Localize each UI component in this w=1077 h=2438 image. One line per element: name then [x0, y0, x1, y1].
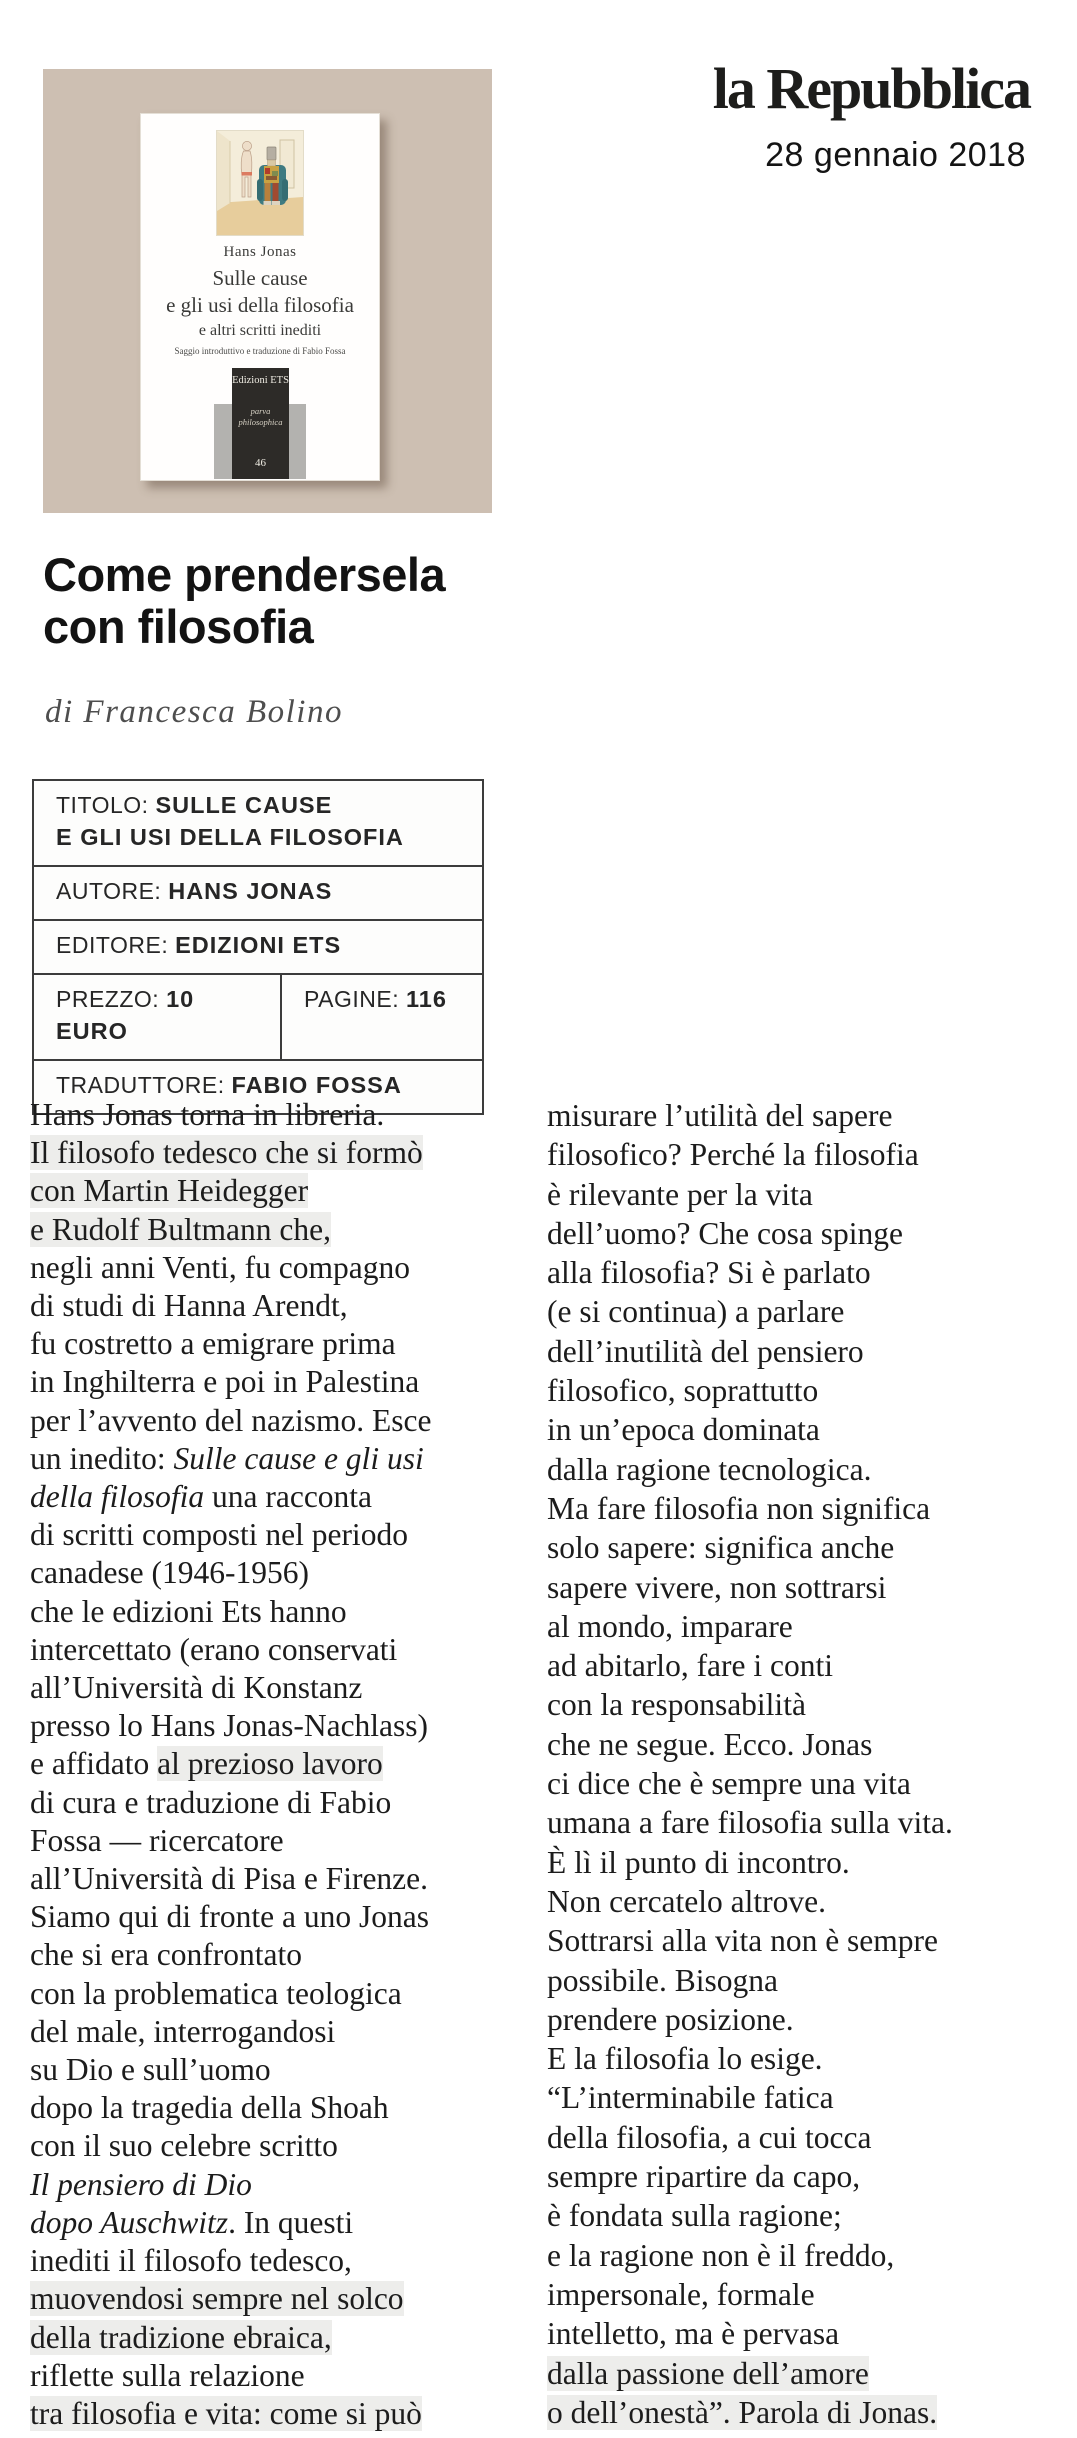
article-line: dopo la tragedia della Shoah	[30, 2090, 389, 2126]
article-line: È lì il punto di incontro.	[547, 1844, 850, 1880]
article-line: fu costretto a emigrare prima	[30, 1326, 396, 1362]
info-table-row	[34, 865, 482, 919]
article-line: impersonale, formale	[547, 2276, 815, 2312]
article-line: della filosofia una racconta	[30, 1479, 373, 1515]
headline-line2: con filosofia	[43, 600, 314, 653]
cover-series-name	[232, 406, 289, 428]
article-line: all’Università di Konstanz	[30, 1670, 363, 1706]
article-line: misurare l’utilità del sapere	[547, 1098, 893, 1133]
cover-author: Hans Jonas	[223, 244, 297, 260]
article-line: Fossa — ricercatore	[30, 1822, 284, 1858]
article-line: Sottrarsi alla vita non è sempre	[547, 1923, 939, 1959]
article-line: canadese (1946-1956)	[30, 1555, 310, 1591]
article-line: sempre ripartire da capo,	[547, 2159, 861, 2195]
article-line: solo sapere: significa anche	[547, 1530, 895, 1566]
info-value: 116	[406, 986, 447, 1012]
article-line: e affidato al prezioso lavoro	[30, 1746, 383, 1782]
cover-translator-note: Saggio introduttivo e traduzione di Fabio Fossa	[174, 346, 346, 356]
cover-black-band	[232, 368, 289, 479]
article-line: all’Università di Pisa e Firenze.	[30, 1861, 429, 1897]
info-label: PAGINE:	[304, 986, 406, 1012]
cover-subtitle: e altri scritti inediti	[198, 322, 322, 339]
article-line: dell’uomo? Che cosa spinge	[547, 1215, 904, 1251]
issue-date: 28 gennaio 2018	[765, 136, 1026, 174]
info-table-cell	[280, 975, 482, 1059]
article-line: o dell’onestà”. Parola di Jonas.	[547, 2394, 938, 2430]
info-value: HANS JONAS	[168, 878, 333, 904]
headline-line1: Come prendersela	[43, 548, 446, 601]
article-line: presso lo Hans Jonas-Nachlass)	[30, 1708, 429, 1744]
article-line: dalla ragione tecnologica.	[547, 1451, 872, 1487]
article-line: è rilevante per la vita	[547, 1176, 813, 1212]
book-info-table	[32, 779, 484, 1115]
book-cover	[140, 113, 380, 481]
cover-series-line1: parva	[250, 406, 271, 416]
article-byline: di Francesca Bolino	[45, 694, 343, 730]
info-value: E GLI USI DELLA FILOSOFIA	[56, 824, 404, 850]
article-line: per l’avvento del nazismo. Esce	[30, 1402, 432, 1438]
article-line: filosofico? Perché la filosofia	[547, 1137, 919, 1173]
article-line: sapere vivere, non sottrarsi	[547, 1569, 887, 1605]
article-line: dalla passione dell’amore	[547, 2355, 869, 2391]
article-line: filosofico, soprattutto	[547, 1373, 819, 1409]
article-line: è fondata sulla ragione;	[547, 2198, 842, 2234]
article-line: negli anni Venti, fu compagno	[30, 1249, 410, 1285]
article-line: del male, interrogandosi	[30, 2013, 336, 2049]
article-column-left	[30, 1096, 546, 2433]
article-line: ad abitarlo, fare i conti	[547, 1648, 833, 1684]
article-line: possibile. Bisogna	[547, 1962, 779, 1998]
article-line: dopo Auschwitz. In questi	[30, 2204, 354, 2240]
article-line: E la filosofia lo esige.	[547, 2041, 823, 2077]
info-table-cell	[34, 975, 280, 1059]
article-headline	[43, 549, 445, 653]
cover-publisher: Edizioni ETS	[232, 375, 289, 386]
article-line: Hans Jonas torna in libreria.	[30, 1097, 385, 1132]
book-cover-block	[43, 69, 492, 513]
article-line: e Rudolf Bultmann che,	[30, 1211, 331, 1247]
article-line: con la problematica teologica	[30, 1975, 402, 2011]
info-table-row	[34, 973, 482, 1059]
article-line: Il pensiero di Dio	[30, 2166, 252, 2202]
info-table-row	[34, 781, 482, 865]
article-line: riflette sulla relazione	[30, 2357, 305, 2393]
info-value: 10 EURO	[56, 986, 195, 1044]
article-line: al mondo, imparare	[547, 1608, 793, 1644]
article-line: di cura e traduzione di Fabio	[30, 1784, 392, 1820]
info-label: TRADUTTORE:	[56, 1072, 232, 1098]
article-line: che le edizioni Ets hanno	[30, 1593, 347, 1629]
info-label: AUTORE:	[56, 878, 169, 904]
info-label: PREZZO:	[56, 986, 167, 1012]
book-cover-illustration	[216, 130, 304, 236]
article-line: che ne segue. Ecco. Jonas	[547, 1726, 873, 1762]
info-table-cell	[34, 781, 482, 865]
masthead-title: la Repubblica	[712, 56, 1030, 121]
info-table-cell	[34, 921, 482, 973]
article-line: Il filosofo tedesco che si formò	[30, 1135, 423, 1171]
article-line: alla filosofia? Si è parlato	[547, 1255, 871, 1291]
article-line: con la responsabilità	[547, 1687, 806, 1723]
article-line: tra filosofia e vita: come si può	[30, 2395, 422, 2431]
cover-title-line2: e gli usi della filosofia	[166, 293, 354, 317]
article-line: con Martin Heidegger	[30, 1173, 309, 1209]
article-line: Ma fare filosofia non significa	[547, 1490, 931, 1526]
article-line: inediti il filosofo tedesco,	[30, 2243, 352, 2279]
cover-series-number: 46	[255, 457, 266, 469]
info-value: EDIZIONI ETS	[175, 932, 342, 958]
info-value: SULLE CAUSE	[155, 792, 333, 818]
article-line: umana a fare filosofia sulla vita.	[547, 1805, 953, 1841]
article-line: di scritti composti nel periodo	[30, 1517, 408, 1553]
info-label: TITOLO:	[56, 792, 156, 818]
cover-title-line1: Sulle cause	[212, 266, 308, 290]
article-line: (e si continua) a parlare	[547, 1294, 845, 1330]
article-line: Non cercatelo altrove.	[547, 1883, 826, 1919]
article-line: prendere posizione.	[547, 2001, 794, 2037]
article-column-right	[547, 1096, 1063, 2432]
article-line: di studi di Hanna Arendt,	[30, 1288, 348, 1324]
masthead	[713, 58, 1030, 175]
article-line: in Inghilterra e poi in Palestina	[30, 1364, 420, 1400]
article-line: un inedito: Sulle cause e gli usi	[30, 1440, 424, 1476]
info-value: FABIO FOSSA	[231, 1072, 402, 1098]
article-line: ci dice che è sempre una vita	[547, 1766, 911, 1802]
article-line: dell’inutilità del pensiero	[547, 1333, 864, 1369]
article-line: su Dio e sull’uomo	[30, 2052, 271, 2088]
article-line: muovendosi sempre nel solco	[30, 2281, 404, 2317]
article-line: Siamo qui di fronte a uno Jonas	[30, 1899, 429, 1935]
info-label: EDITORE:	[56, 932, 176, 958]
article-line: e la ragione non è il freddo,	[547, 2237, 895, 2273]
article-line: della filosofia, a cui tocca	[547, 2119, 872, 2155]
article-line: intercettato (erano conservati	[30, 1631, 398, 1667]
article-line: intelletto, ma è pervasa	[547, 2316, 840, 2352]
info-table-cell	[34, 867, 482, 919]
painting-illustration-svg	[217, 131, 303, 235]
info-table-row	[34, 919, 482, 973]
article-line: della tradizione ebraica,	[30, 2319, 332, 2355]
cover-series-line2: philosophica	[238, 417, 283, 427]
article-line: in un’epoca dominata	[547, 1412, 820, 1448]
article-line: con il suo celebre scritto	[30, 2128, 338, 2164]
article-line: “L’interminabile fatica	[547, 2080, 834, 2116]
article-line: che si era confrontato	[30, 1937, 302, 1973]
